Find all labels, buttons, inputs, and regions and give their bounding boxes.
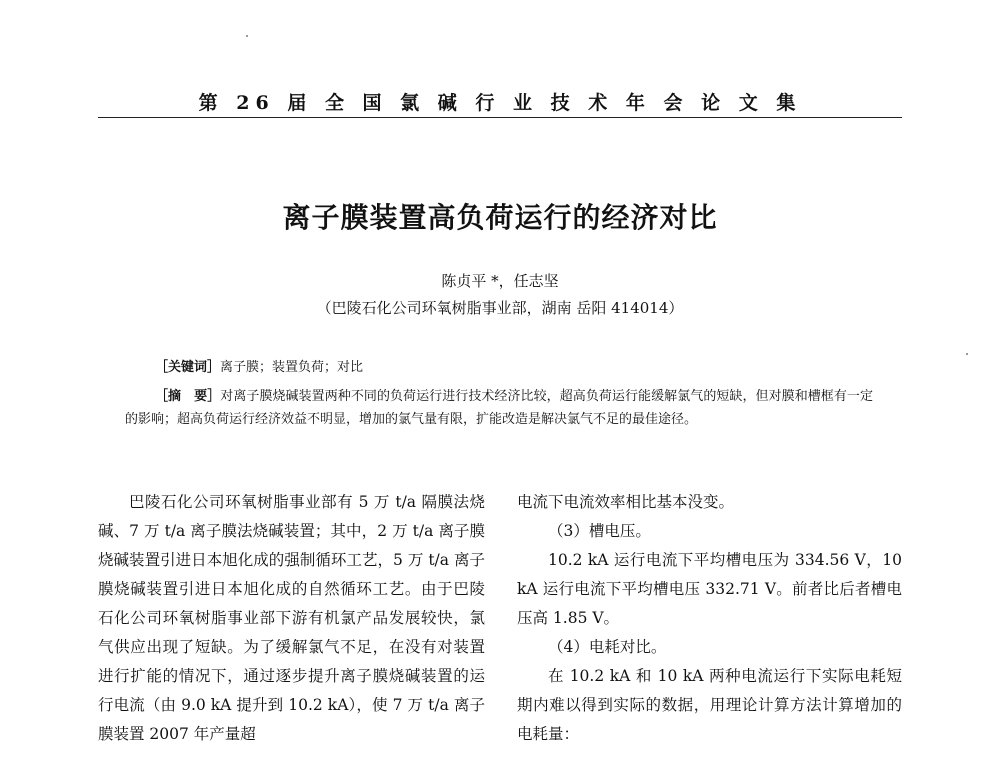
keywords-label: ［关键词］ (155, 360, 221, 375)
body-right-column (517, 488, 902, 749)
abstract-text: 对离子膜烧碱装置两种不同的负荷运行进行技术经济比较，超高负荷运行能缓解氯气的短缺，但对膜和槽框有一定的影响；超高负荷运行经济效益不明显，增加的氯气量有限，扩能改造是解决氯气不足的最佳途径。 (125, 389, 873, 427)
paper-title: 离子膜装置高负荷运行的经济对比 (282, 201, 718, 234)
paragraph: 巴陵石化公司环氧树脂事业部有 5 万 t/a 隔膜法烧碱、7 万 t/a 离子膜法烧碱装置；其中，2 万 t/a 离子膜烧碱装置引进日本旭化成的强制循环工艺，5 万 t/a 离子膜烧碱装置引进日本旭化成的自然循环工艺。由于巴陵石化公司环氧树脂事业部下游有机氯产品发展较快，氯气供应出现了短缺。为了缓解氯气不足，在没有对装置进行扩能的情况下，通过逐步提升离子膜烧碱装置的运行电流（由 9.0 kA 提升到 10.2 kA），使 7 万 t/a 离子膜装置 2007 年产量超 (98, 493, 485, 743)
running-header: 第 26 届 全 国 氯 碱 行 业 技 术 年 会 论 文 集 (198, 92, 802, 114)
section-heading: （4）电耗对比。 (548, 638, 667, 656)
keywords-text: 离子膜；装置负荷；对比 (220, 360, 364, 375)
section-heading: （3）槽电压。 (548, 522, 651, 540)
affiliation: （巴陵石化公司环氧树脂事业部，湖南 岳阳 414014） (316, 299, 684, 317)
header-rule (98, 117, 902, 118)
keywords (155, 356, 875, 375)
paragraph: 在 10.2 kA 和 10 kA 两种电流运行下实际电耗短期内难以得到实际的数据，用理论计算方法计算增加的电耗量： (517, 667, 902, 743)
paragraph: 电流下电流效率相比基本没变。 (517, 493, 735, 511)
scan-speck (966, 353, 968, 355)
body-left-column (98, 488, 485, 749)
abstract-label: ［摘 要］ (155, 389, 221, 404)
abstract (125, 385, 873, 431)
scan-speck (246, 35, 248, 37)
paragraph: 10.2 kA 运行电流下平均槽电压为 334.56 V，10 kA 运行电流下平均槽电压 332.71 V。前者比后者槽电压高 1.85 V。 (517, 551, 902, 627)
authors: 陈贞平 *，任志坚 (441, 272, 559, 290)
